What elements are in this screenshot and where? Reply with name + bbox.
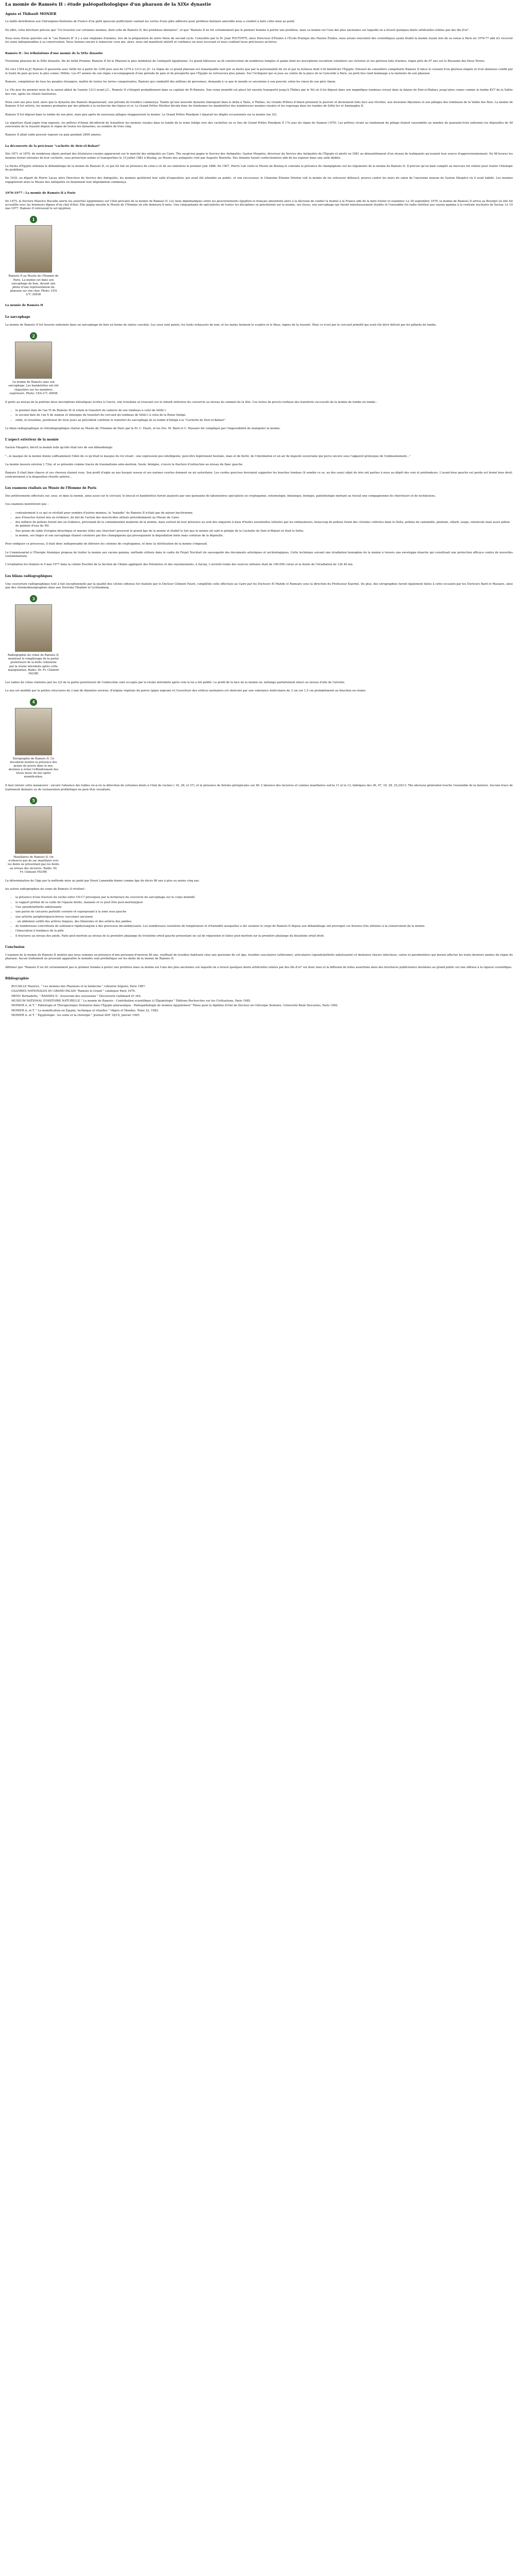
body-paragraph: Le 19e jour du premier mois de la saison akhet de l'année 1213 avant J.C., Ramsès II s'éteignit probablement dans sa capitale de Pi-Ramsès. Son corps momifié est placé fut ensuite transporté jusqu'à Thèbes par le Nil où il fut déposé dans son magnifique tombeau creusé dans la falaise de Deir-el-Bahari, jusqu'alors connu comme la tombe KV7 de la Vallée des rois, après les rituels funéraires. [5, 89, 513, 96]
figure-2 [5, 332, 62, 396]
subsection-heading: Les examens réalisés au Musée de l'Homme de Paris [5, 486, 96, 490]
bullet-list [15, 896, 513, 938]
body-paragraph: La momie mesure environ 1,72m, et se présente comme tracée de traumatisme ante-mortem. Seule, bénigne, s'ouvre la fracture d'extraction au niveau du flanc gauche. [5, 463, 244, 466]
list-item: • Des grains de sable d'origine désertique et marine (elles ans chercher) prouvent le grand âge de la momie et établit le fait que la momie ait subi le périple de la Cachette de Deir-el-Bahari et était le Delta. [15, 530, 513, 533]
list-item: • une artérite peripherique/sclérose vasculaire ancienne [15, 916, 513, 919]
body-paragraph: Les radios du crâne réalisées par les 2/3 de la partie postérieure de l'endocrâne sont occupés par la résine introduite après cela la lui a été publié. Le profil de la face de la momie un, mélange parfaitement intact au niveau d'aile de l'alvéole. [5, 681, 345, 685]
intro-paragraph: La faible distribution aux Chirurgiens-Dentistes de France d'un petit opuscule publicitaire vantant les vertus d'une pâte adhésive pour prothèse dentaire amovible nous a conduit à faire cette mise au point. [5, 20, 295, 24]
list-item: • de nombreuses concrétions de substance rigide/sanguin à des processus ducamble/sauto. Les nombreuses variations de température et d'humidité auxquelles a été soumise le corps de Ramsès II depuis son débandelage ont provoqué ces fissures très utilisées à la conservation de la momie. [15, 925, 513, 928]
figure-3 [5, 595, 62, 676]
body-paragraph: En 1975, la Doctore Maurice Bucaille alerta les autorités égyptiennes sur l'état précaire de la momie de Ramsès II. Les liens diplomatiques entre les gouvernements égyptien et français aboutirent alors à la décision de confier la momie à la France afin de la faire traiter et examiner. Le 26 septembre 1976, la momie de Ramsès II arriva au Bourget où elle fut accueillie avec les honneurs dignes d'un chef d'état. Elle gagna ensuite le Musée de l'Homme où elle demeura 8 mois. Une cinquantaine de spécialistes de toutes les disciplines se penchèrent sur la momie, ses tissus, son sarcophage qui furent minutieusement étudiés et l'ensemble fut radio stérilisé aux rayons gamma à la centrale nucléaire de Saclay. Le 10 mai 1977, Ramsès II retrouvait le sol égyptien. [5, 199, 513, 211]
list-item: • il fractures au niveau des pieds. Faite post-mortem au niveau de la première phalange du troisième orteil gauche présentant un cal de réparation et faites post-mortem sur la première phalange du deuxième orteil droit. [15, 935, 513, 938]
figure-number-badge: 3 [30, 595, 37, 602]
bibliography-item: MUSEUM NATIONAL D'HISTOIRE NATURELLE " La momie de Ramsès - Contribution scientifique à l'Égyptologie " Éditions Recherches sur les Civilisations, Paris 1985. [11, 999, 252, 1003]
list-item: • enfin, le troisième, postérieur de trois jours au précédent confirme le transfert du sarcophage de la tombe d'Inhâpi à la "Cachette de Deir-el-Bahari". [15, 419, 513, 422]
section-heading: Conclusion [5, 945, 25, 950]
body-paragraph: Né vers 1304 av.JC Ramsès II gouverne avec Séthi Ier à partir de 1290 puis seul de 1279 à 1213 av. JC. Le règne de ce grand pharaon est remarquable tant par sa durée que par la personnalité du roi et par la richesse dont il fit bénéficier l'Égypte. Entouré de conseillers compétents Ramsès II lance le courant d'un glorieux empire et d'un immense conflit par le traité de paix qu'avec le plus connu: Hittite. Les 67 années de son règne s'accompagnent d'une période de paix et de prospérité que l'Égypte ne retrouvera plus jamais. Sur l'échiquier qui se joue au centre de la place de la Concorde à Paris, un petit lieu rend hommage à la mémoire de son pharaon. [5, 68, 513, 75]
bullet-list [15, 409, 513, 422]
body-paragraph: Une couverture radiographique tout à fait exceptionnelle par la qualité des clichés obtenus fut réalisée par le Docteur Clément Fauré, complétée celle effectuée au Caire par les Docteurs El Mahdy et Ramsaty sous la direction du Professeur Kaermé. De plus, des xérographies furent également faites à cette occasion par les Docteurs Bard et Massare, ainsi que des chromodensigraphies dans une Doctrine Thiallier et Lichtenberg. [5, 582, 513, 589]
bibliography-item: MONIER A. et T. " Égyptologie : les soins et la chirurgie " Journal ADF 18/19, Janvier 1995. [11, 1013, 140, 1017]
article-title: La momie de Ramsès II : étude paléopathologique d'un pharaon de la XIXe dynastie [5, 2, 211, 7]
body-paragraph: Pour endiguer ce processus, il était donc indispensable de détruire les colonies de cryptogames, et donc la stérilisation de la momie s'imposait. [5, 543, 208, 546]
skull-radiograph-image [15, 604, 52, 652]
subsection-heading: L'aspect extérieur de la momie [5, 438, 59, 442]
body-paragraph: les autres radiographies du corps de Ramsès II révèlent : [5, 888, 87, 891]
list-item: • une partie de calcaires partielle coronée et superposant à la zone sous gauche [15, 910, 513, 914]
body-paragraph: Il porte au niveau de la poitrine deux inscriptions hiératiques écrites à l'encre, une troisième se trouvant sur le rebord extérieur du couvercle au niveau du sommet de la tête. Ces textes de procès-verbaux des transferts successifs de la momie de tombe en tombe : [5, 400, 377, 404]
intro-paragraph: En effet, cette brochure précise que "Un trouvère sur certaines momies, dont celle de Ramsès II, des prothèses dentaires", et que "Ramsès II ne fut certainement pas le premier homme à porter une prothèse, mais sa momie est l'une des plus anciennes sur laquelle on a trouvé quelques dents artificielles reliées par des fils d'or". [5, 28, 470, 32]
body-paragraph: Deux cent ans plus tard, alors que la dynastie des Ramsès disparaissait, une période de troubles commença. Tandis qu'une nouvelle dynastie émergeait dans le delta à Tanis, à Thèbes, les Grands Prêtres d'Amon prennent le pouvoir et deviennent faits face aux révoltes, aux invasions libyennes et aux pillages des tombeaux de la Vallée des Rois. La momie de Ramsès II fut retirée, les momies profanées par des pillards à la recherche des bijoux et or. Le Grand Prêtre Hérihor décida donc de réinhumer les bandelettes des nombreuses momies royales et les regroupa dans les tombes de Séthi Ier et Aménophis II. [5, 100, 513, 108]
section-heading: La momie de Ramsès II [5, 304, 43, 308]
list-item: • peu d'insectes furent mis en évidence, du fait de l'action des insecticides utilisés précédemment au Musée du Caire. [15, 516, 513, 520]
bullet-list [15, 512, 513, 538]
list-item: • la momie, ses linges et son sarcophage étaient colonisés par des champignons qui provoquaient la dégradation lente mais continue de la dépouille. [15, 534, 513, 538]
list-item: • l'émaciation à tendance de la pâte [15, 929, 513, 933]
section-heading: Bibliographie [5, 977, 29, 981]
body-paragraph: Ramsès II fut déposé dans la tombe de son père, mais peu après de nouveaux pillages réapparurent la momie. Le Grand Prêtre Pinedjem I réparait les dégâts occasionnés sur la momie (an 32). [5, 113, 277, 116]
mummy-photo-image [15, 225, 52, 273]
body-paragraph: Gaston Maspéro, décrit la momie telle qu'elle était lors de son débandelage: [5, 446, 113, 450]
authors: Agnès et Thibault MONIER [5, 11, 57, 16]
bibliography-item: BUCAILLE Maurice, " Les momies des Pharaons et la médecine " Librairie Séguier, Paris 1987. [11, 985, 146, 989]
body-paragraph: Ces examens montrèrent que : [5, 503, 49, 506]
body-paragraph: Le Pacha d'Égypte ordonna le débandelage de la momie de Ramsès II, ce qui fut fait en présence de celui-ci et de ses ministres le premier juin 1886. En 1907, Pierre Loti visita le Musée de Boulaq et constata la présence de champignons sur les téguments de la momie de Ramsès II. Il précise qu'un bain complet au mercure fut réalisé pour traiter l'étiologie du problème. [5, 164, 513, 172]
bibliography-item: MENU Bernadette, " RAMSÈS II - Souverain des souverains " Découverte Gallimard nº 344. [11, 994, 142, 998]
body-paragraph: Troisième pharaon de la XIXe dynastie, fils de Séthi Premier, Ramsès II fut le Pharaon le plus médiatisé de l'antiquité égyptienne. Ce grand bâtisseur au fil constructions de nombreux temples et palais dont les inscriptions racontent volontiers ses victoires et ses glorieux faits d'armes, règne près de 67 ans sur le Royaume des Deux Terres. [5, 60, 485, 63]
intro-paragraph: Nous nous étions penchés sur le "cas Ramsès II" il y a une vingtaine d'années, lors de la préparation de notre thèse de second cycle. Conseillés par le Pr. Jean TOUTOTTI, alors Directeur d'Études à l'École Pratique des Hautes Études, nous avions rencontré des scientifiques ayant étudié la momie royale lors de sa venue à Paris en 1976-77 afin d'y recevoir les soins indispensables à sa conservation. Nous tenions encore à remercier ceux qui, alors, nous ont manifesté intérêt et confiance en nous recevant et nous confiant leurs précieuses archives. [5, 37, 513, 44]
figure-caption: La momie de Ramsès sans son sarcophage. Les bandelettes ont été réajustées sur les membres supérieurs. Photo: CEA n°C 20658 [8, 381, 59, 395]
figure-5 [5, 797, 62, 874]
body-paragraph: Ramsès, compilateur de tous les peuples étrangers, maître de toutes les terres conquérantes, Ramsès qui combattit des millions de personnes, demande à ce que le monde se souvienne à son pouvoir, selon les vœux de son père Amon. [5, 80, 337, 84]
jaw-radiograph-image [15, 806, 52, 854]
body-paragraph: Ramsès II était bien chauve et ses cheveux étaient roux. Son profil d'aigle au nez busqué osseux et ses narines courtes donnent un air autoritaire. Les cordes gencives devraient supporter les bouches tondues (il semble ce se, au dos sunu) objet de très ont parties à nous au dépôt des voix et profondeurs. L'avant-bras gauche est perdu est fermé bras droit, contrairement à la disposition rituelle antérie... [5, 471, 513, 479]
body-paragraph: Affirmer que "Ramsès II ne fut certainement pas le premier homme à porter une prothèse mais sa momie est l'une des plus anciennes sur laquelle on a trouvé quelques dents artificielles reliées par des fils d'or" est donc faux et la diffusion de telles assertions dans des brochures publicitaires destinées au grand public est une offense à la rigueur scientifique. [5, 965, 512, 969]
figure-caption: Ramsès II au Musée de l'Homme de Paris. La momie est dans son sarcophage de bois, devant une photo d'une représentation du pharaon sur son char. Photo: CEA n°C 20636 [8, 275, 59, 297]
list-item: • la présence d'une fracture du rachis entre C6-C7 provoquée par la fermeture du couvercle du sarcophage sur le corps momifié [15, 896, 513, 900]
figure-caption: Maxillaires de Ramsès II. On n'observe pas de sac maxillaire vers les dents ne présentant pas les dents au niveau des incisives. Radio: Dr. Fr. Clément FAURE [8, 856, 59, 874]
bibliography-item: MONIER A. et T. " La momification en Égypte, technique et rituelles " Objets et Mondes, Tome 22, 1982. [11, 1009, 159, 1012]
figure-number-badge: 5 [30, 797, 37, 804]
bibliography-item: MONIER A. et T. " Pathologie et Thérapeutique Dentaires dans l'Égypte pharaonique - Paléopathologie de momies égyptiennes" Thèse pour le diplôme d'état de Docteur en Chirurgie Dentaire, Université René Descartes, Paris 1982. [11, 1004, 339, 1008]
figure-number-badge: 1 [30, 216, 37, 223]
figure-caption: Radiographie du crâne de Ramsès II, montrant le remplissage de la partie postérieure de la boîte crânienne par la résine introduite après cette manipulation. Radio: Dr. Fr. Clément FAURE [8, 654, 59, 675]
quote-paragraph: "...le masque de la momie donne suffisamment l'idée de ce qu'était le masque du roi vivant : une expression peu intelligente, peut-être légèrement bestiale, mais et de fierté, de l'obstination et un air de majesté souveraine qui perce encore sous l'appareil grotesque de l'embaumement..." [5, 454, 411, 458]
body-paragraph: Dès 1871 et 1876, de nombreux objets portant des titulatures royales apparurent sur le marché des antiquités au Caire. The suspicion gagne le Service des Antiquités. Gaston Maspéro, directeur du Service des Antiquités de l'Égypte et alerté en 1881 au démantèlement d'un réseau de trafiquants qu'avaient leur source d'approvisionnement. En 48 heures les momies furent extraites de leur cachette, sous protection armée et transportées le 15 juillet 1881 à Boulaq, au Musée des antiquités créé par Auguste Mariette. Des témoins furent confectionnées afin de les exposer dans une salle dédiée. [5, 152, 513, 160]
body-paragraph: En 1935, au départ de Pierre Lacau alors Directeur du Service des Antiquités, les momies quittèrent leur salle d'exposition, qui avait été attendre au public, et son successeur, le Chanoine Étienne Drioton voit la momie de les retrouver déboucé, pourvu contre les murs du salon de l'ancienne maison de Gaston Maspéro où il avait habité. Les momies regagnèrent alors le Musée des Antiquités où finalement leur dégradation commença. [5, 177, 513, 184]
article [5, 2, 513, 1019]
list-item: • - un abdomen catillé des artères iliaques, des fémorales et des artères des jambes, [15, 920, 513, 924]
subsection-heading: Les bilans radiographiques [5, 574, 53, 578]
body-paragraph: Il faut retenir cette manœuvre : encore l'absence des tubles vis-à-vis la détection de certaines dents à l'état de racines ( 16, 26, et 37), et la présence de fistules périapicales sur 46. L'absence des incisives et canines maxillaires sud-la 11 et la 13, fabriques des 36, 47, 18, 28, 25,24/13. The abcès/se généralisé touche l'ensemble de la denture. Aucune trace de traitement dentaire ou de restauration prothétique ne peut être visualisée. [5, 784, 513, 791]
bibliography-list [11, 985, 513, 1018]
figure-caption: Xérographie de Ramsès II. Ce document montre la présence des grains de poivre dans le nez, destinés à éviter l'effondrement des tissus mous du nez après momification. [8, 757, 59, 779]
list-item: • le premier date de l'an VI de Ramsès XI et relate le transfert du cadavre de son tombeau à celui de Séthi I. [15, 409, 513, 413]
body-paragraph: Des prélèvements effectués sur, sous, et dans la momie, ainsi aussi sur le cercueil, le linceul et bandelettes furent analysés par une quinzaine de laboratoires spécialisés en cryptogamie, entomologie, botanique, biologie, paléobiologie mettant au travail une compagnonnie de chercheurs et de techniciens. [5, 494, 436, 498]
mummy-photo-image [15, 342, 52, 379]
section-heading: Ramsès II : les tribulations d'une momie de la XIXe dynastie [5, 52, 103, 55]
body-paragraph: La momie de Ramsès II fut trouvée enfermée dans un sarcophage de bois en forme de statue couchée. Les yeux sont peints, les traits rehaussés de noir, et les mains tiennent le sceptre et le fléau, signes de la royauté. Mais ce n'est par le cercueil primitif qui avait été dévé détruit par les pillards de tombe. [5, 323, 437, 327]
figure-number-badge: 4 [30, 699, 37, 706]
body-paragraph: Le Commissariat à l'Énergie Atomique proposa de traiter la momie aux rayons gamma, méthode utilisée dans le cadre du Projet Nucléart de sauvegarde des documents artistiques et archéologiques. Cette technique suivant une irradiation homogène de la momie à travers une enveloppe étanche qui constituait une protection efficace contre de nouvelles contaminations. [5, 551, 513, 558]
body-paragraph: L'examen de la momie de Ramsès II montre que nous sommes en présence d'une personne d'environ 80 ans, souffrant de troubles habituels chez une personne de cet âge, troubles vasculaires (athérome), articulaires (spondylarthrite ankylosante) et dentaires (foyers infectieux, caries et parodontites) qui durent affecter les traits derniers années du règne du pharaon. Aucun traitement ne prouvant apparaître le moindre soin prothétique sur les dents de la momie de Ramsès II. [5, 954, 513, 961]
body-paragraph: Le bilan radiographique et rétrodiagraphique réalisé au Musée de l'Homme de Paris par le Pr. C. Fauré, et les Drs. M. Bard et C. Massare fut compliqué par l'impossibilité de manipuler la momie. [5, 427, 281, 430]
figure-number-badge: 2 [30, 332, 37, 340]
body-paragraph: L'irradiation fut réalisée le 9 mai 1977 dans la cellule Pisciflor de la Section de Chimie appliquée des Polymères et des rayonnements, à Saclay. L'activité totale des sources utilisées était de 160.000 curies et la durée de l'irradiation de 12h 40 mn. [5, 563, 354, 567]
list-item: • le second date de l'an X de siamon et témoigne du transfert du cercueil du tombeau de Séthi I à celui de la Reine Inhâpi. [15, 414, 513, 417]
figure-4 [5, 699, 62, 779]
body-paragraph: La sépulture étant jugée trop exposée, les prêtres d'Amon décidèrent de transférer les momies royales dans la tombe de la reine Inhâpi vers des cachettes en ce lieu de Grand Prêtre Pinedjem II 17e jour du règne de Siamon (-970). Les prêtres vivant au lendemain du pillage étaient rassemblés au nombre de quarante-trois enfermés les dépouilles de 40 souverains de la royauté depuis le règne de toutes les dynasties, au nombre de trois cinq. [5, 121, 513, 129]
list-item: • des milliers de pollens furent mis en évidence, provenant de la contamination moderne de la momie, mais surtout de leur présence au sein des onguents à base d'huiles essentielles utilisées par les embaumeurs, beaucoup de pollens tirant des céréales cultivées dans le Delta, pollens de camomille, plantain, sillard, sauge, renoncule mais aussi pollen de palmier d'eau du Nil. [15, 521, 513, 529]
list-item: • Une spondylarthrite ankylosante [15, 906, 513, 909]
subsection-heading: Le sarcophage [5, 315, 30, 319]
body-paragraph: Le nez est modifié par la petites structures de 2 mm de diamètre environ, d'origine végétale du poivre (piper nigrum) et l'ouverture des orifices narinaires est obstruée par une substance lenticulaire de 3 cm sur 1,5 cm probablement au bouchon en résine. [5, 689, 366, 693]
section-heading: 1976-1977 : La momie de Ramsès II à Paris [5, 192, 76, 195]
list-item: • le rapport préfixé de la cuille de l'épaule droite, malaxée et ce peut être post-mortem/post [15, 901, 513, 905]
body-paragraph: Ramsès II allait enfin pouvoir reposer en paix pendant 2800 années. [5, 133, 102, 137]
list-item: • contrairement à ce qui se révélait pour nombre d'autres momies, la "maladie" de Ramsès II n'était pas de nature bactérienne. [15, 512, 513, 515]
figure-1 [5, 216, 62, 297]
bibliography-item: GALERIES NATIONALES DU GRAND PALAIS "Ramsès le Grand " catalogue Paris 1976. [11, 990, 136, 993]
section-heading: La découverte de la précieuse "cachette de Deir-el-Bahari" [5, 144, 101, 148]
body-paragraph: La détermination de l'âge par la méthode mise au point par Henri Lamendin donne comme âge du décès 80 ans à plus ou moins cinq ans. [5, 879, 200, 883]
xerograph-image [15, 708, 52, 755]
